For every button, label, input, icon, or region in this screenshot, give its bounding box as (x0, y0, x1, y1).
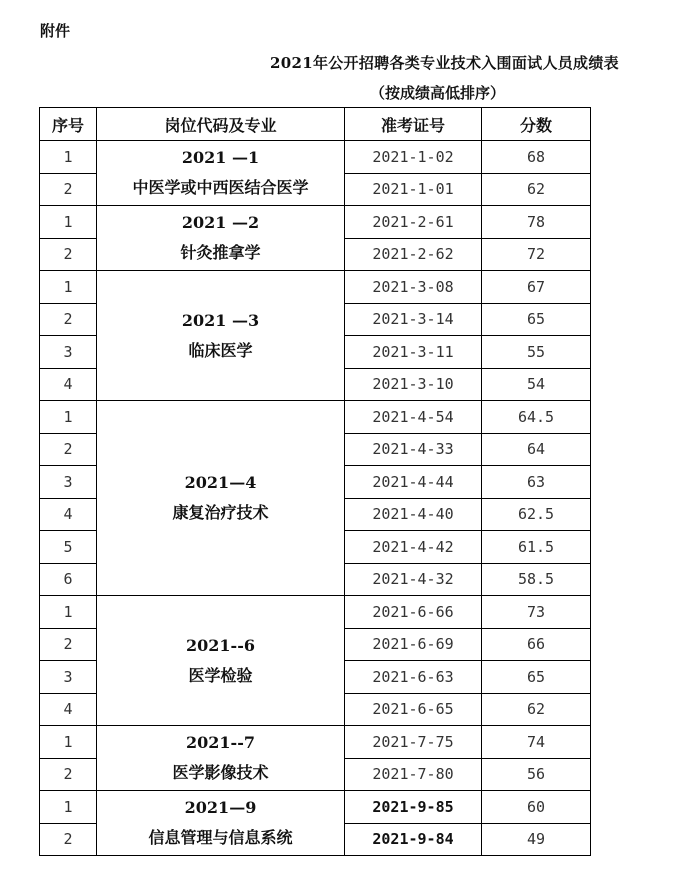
table-header-row (40, 108, 591, 141)
score-cell: 55 (482, 336, 591, 369)
post-cell (97, 596, 345, 726)
score-cell: 63 (482, 466, 591, 499)
score-cell: 66 (482, 628, 591, 661)
exam-id-cell: 2021-7-75 (345, 726, 482, 759)
post-code: 2021--6 (186, 635, 255, 655)
exam-id-cell: 2021-2-61 (345, 206, 482, 239)
post-code: 2021 —2 (181, 213, 260, 232)
score-cell: 65 (482, 661, 591, 694)
score-cell: 56 (482, 758, 591, 791)
page-subtitle: （按成绩高低排序） (370, 84, 506, 102)
exam-id-cell: 2021-4-32 (345, 563, 482, 596)
post-cell (97, 271, 345, 401)
table-row (40, 726, 591, 759)
exam-id-cell: 2021-4-33 (345, 433, 482, 466)
exam-id-cell: 2021-3-08 (345, 271, 482, 304)
exam-id-cell: 2021-1-01 (345, 173, 482, 206)
column-header-post: 岗位代码及专业 (97, 108, 345, 141)
attachment-label: 附件 (40, 22, 71, 40)
post-cell (97, 791, 345, 856)
exam-id-cell: 2021-3-14 (345, 303, 482, 336)
post-major: 中医学或中西医结合医学 (132, 178, 309, 197)
row-number: 1 (40, 401, 97, 434)
score-cell: 61.5 (482, 531, 591, 564)
score-cell: 64 (482, 433, 591, 466)
score-cell: 73 (482, 596, 591, 629)
row-number: 2 (40, 238, 97, 271)
post-major: 针灸推拿学 (180, 243, 261, 262)
table-row (40, 206, 591, 239)
exam-id-cell: 2021-7-80 (345, 758, 482, 791)
column-header-exam-id: 准考证号 (345, 108, 482, 141)
row-number: 2 (40, 433, 97, 466)
page-title: 2021年公开招聘各类专业技术入围面试人员成绩表 (270, 54, 619, 72)
exam-id-cell: 2021-4-44 (345, 466, 482, 499)
row-number: 3 (40, 336, 97, 369)
post-cell (97, 726, 345, 791)
row-number: 2 (40, 628, 97, 661)
score-cell: 65 (482, 303, 591, 336)
exam-id-cell: 2021-6-69 (345, 628, 482, 661)
table-row (40, 141, 591, 174)
exam-id-cell: 2021-6-66 (345, 596, 482, 629)
score-cell: 60 (482, 791, 591, 824)
score-cell: 62.5 (482, 498, 591, 531)
row-number: 1 (40, 726, 97, 759)
row-number: 3 (40, 466, 97, 499)
row-number: 1 (40, 206, 97, 239)
score-cell: 54 (482, 368, 591, 401)
score-cell: 64.5 (482, 401, 591, 434)
post-code: 2021 —1 (181, 148, 260, 167)
post-major: 临床医学 (188, 340, 253, 360)
row-number: 2 (40, 303, 97, 336)
row-number: 1 (40, 141, 97, 174)
exam-id-cell: 2021-3-11 (345, 336, 482, 369)
score-cell: 49 (482, 823, 591, 856)
score-cell: 62 (482, 173, 591, 206)
exam-id-cell: 2021-1-02 (345, 141, 482, 174)
row-number: 2 (40, 173, 97, 206)
exam-id-cell: 2021-9-85 (345, 791, 482, 824)
post-code: 2021—4 (184, 473, 257, 492)
post-code: 2021 —3 (181, 310, 260, 330)
post-code: 2021—9 (184, 798, 257, 817)
post-code: 2021--7 (186, 733, 255, 752)
score-cell: 78 (482, 206, 591, 239)
exam-id-cell: 2021-9-84 (345, 823, 482, 856)
post-major: 医学影像技术 (172, 763, 269, 782)
score-cell: 67 (482, 271, 591, 304)
row-number: 2 (40, 823, 97, 856)
post-major: 信息管理与信息系统 (148, 828, 293, 847)
exam-id-cell: 2021-3-10 (345, 368, 482, 401)
exam-id-cell: 2021-6-65 (345, 693, 482, 726)
column-header-score: 分数 (482, 108, 591, 141)
exam-id-cell: 2021-2-62 (345, 238, 482, 271)
exam-id-cell: 2021-6-63 (345, 661, 482, 694)
score-cell: 74 (482, 726, 591, 759)
column-header-number: 序号 (40, 108, 97, 141)
exam-id-cell: 2021-4-54 (345, 401, 482, 434)
exam-id-cell: 2021-4-40 (345, 498, 482, 531)
row-number: 4 (40, 693, 97, 726)
table-row (40, 271, 591, 304)
score-cell: 58.5 (482, 563, 591, 596)
row-number: 1 (40, 271, 97, 304)
row-number: 4 (40, 368, 97, 401)
row-number: 5 (40, 531, 97, 564)
table-row (40, 401, 591, 434)
score-cell: 68 (482, 141, 591, 174)
table-row (40, 596, 591, 629)
score-cell: 72 (482, 238, 591, 271)
post-cell (97, 401, 345, 596)
row-number: 2 (40, 758, 97, 791)
table-body (40, 141, 591, 856)
exam-id-cell: 2021-4-42 (345, 531, 482, 564)
row-number: 1 (40, 791, 97, 824)
row-number: 4 (40, 498, 97, 531)
post-major: 康复治疗技术 (172, 503, 269, 522)
row-number: 3 (40, 661, 97, 694)
table-row (40, 791, 591, 824)
score-cell: 62 (482, 693, 591, 726)
row-number: 1 (40, 596, 97, 629)
post-cell (97, 141, 345, 206)
post-major: 医学检验 (188, 665, 253, 685)
row-number: 6 (40, 563, 97, 596)
post-cell (97, 206, 345, 271)
score-table (39, 107, 591, 856)
